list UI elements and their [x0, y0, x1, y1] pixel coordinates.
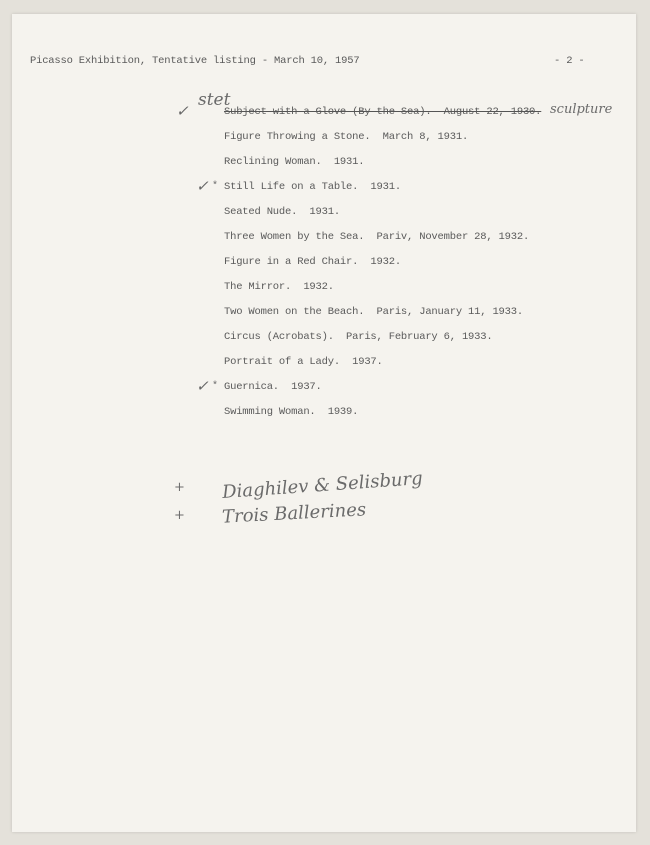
page-number: - 2 -	[554, 55, 585, 67]
list-item: Still Life on a Table. 1931.	[224, 181, 401, 193]
list-item: Reclining Woman. 1931.	[224, 156, 365, 168]
check-mark-icon: ✓	[196, 177, 209, 195]
handwritten-note: Trois Ballerines	[221, 499, 367, 528]
asterisk-mark: *	[212, 381, 219, 392]
list-item: Three Women by the Sea. Pariv, November 28, 1932.	[224, 231, 530, 243]
list-item: Figure in a Red Chair. 1932.	[224, 256, 401, 268]
list-item: The Mirror. 1932.	[224, 281, 334, 293]
list-item: Figure Throwing a Stone. March 8, 1931.	[224, 131, 469, 143]
handwritten-note: Diaghilev & Selisburg	[221, 468, 424, 503]
list-item: Two Women on the Beach. Paris, January 11, 1933.	[224, 306, 523, 318]
side-note: sculpture	[550, 102, 613, 117]
list-item: Swimming Woman. 1939.	[224, 406, 359, 418]
list-item: Circus (Acrobats). Paris, February 6, 1933.	[224, 331, 493, 343]
header-title: Picasso Exhibition, Tentative listing - March 10, 1957	[30, 55, 360, 67]
list-item: Guernica. 1937.	[224, 381, 322, 393]
asterisk-mark: *	[212, 181, 219, 192]
stet-annotation: stet	[198, 90, 231, 110]
list-item: Portrait of a Lady. 1937.	[224, 356, 383, 368]
document-page	[12, 14, 636, 832]
handwritten-mark: +	[174, 480, 185, 495]
check-mark-icon: ✓	[176, 102, 189, 120]
check-mark-icon: ✓	[196, 377, 209, 395]
handwritten-mark: +	[174, 508, 185, 523]
list-item: Subject with a Glove (By the Sea). August 22, 1930.	[224, 106, 542, 118]
list-item: Seated Nude. 1931.	[224, 206, 340, 218]
